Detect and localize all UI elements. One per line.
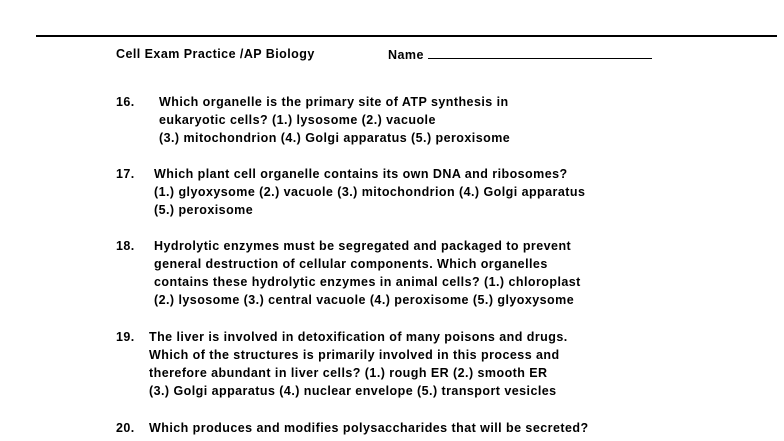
top-rule <box>36 35 777 37</box>
question-number: 20. <box>116 421 135 435</box>
question-line: therefore abundant in liver cells? (1.) rough ER (2.) smooth ER <box>149 366 548 380</box>
question-line: Which of the structures is primarily involved in this process and <box>149 348 560 362</box>
question-line: eukaryotic cells? (1.) lysosome (2.) vacuole <box>159 113 436 127</box>
question-number: 18. <box>116 239 135 253</box>
name-label: Name <box>388 48 424 62</box>
question-line: (3.) mitochondrion (4.) Golgi apparatus (5.) peroxisome <box>159 131 511 145</box>
question-line: (2.) lysosome (3.) central vacuole (4.) peroxisome (5.) glyoxysome <box>154 293 575 307</box>
question-number: 19. <box>116 330 135 344</box>
question-line: (1.) glyoxysome (2.) vacuole (3.) mitochondrion (4.) Golgi apparatus <box>154 185 586 199</box>
question-line: The liver is involved in detoxification of many poisons and drugs. <box>149 330 568 344</box>
question-line: contains these hydrolytic enzymes in animal cells? (1.) chloroplast <box>154 275 581 289</box>
question-line: Which organelle is the primary site of ATP synthesis in <box>159 95 509 109</box>
question-line: (5.) peroxisome <box>154 203 254 217</box>
question-number: 16. <box>116 95 135 109</box>
name-field <box>388 47 652 62</box>
question-line: Which plant cell organelle contains its own DNA and ribosomes? <box>154 167 568 181</box>
name-blank-line <box>428 47 652 59</box>
worksheet-title: Cell Exam Practice /AP Biology <box>116 47 315 61</box>
question-line: general destruction of cellular components. Which organelles <box>154 257 548 271</box>
question-number: 17. <box>116 167 135 181</box>
question-line: Which produces and modifies polysaccharides that will be secreted? <box>149 421 589 435</box>
question-line: Hydrolytic enzymes must be segregated and packaged to prevent <box>154 239 572 253</box>
question-line: (3.) Golgi apparatus (4.) nuclear envelope (5.) transport vesicles <box>149 384 557 398</box>
